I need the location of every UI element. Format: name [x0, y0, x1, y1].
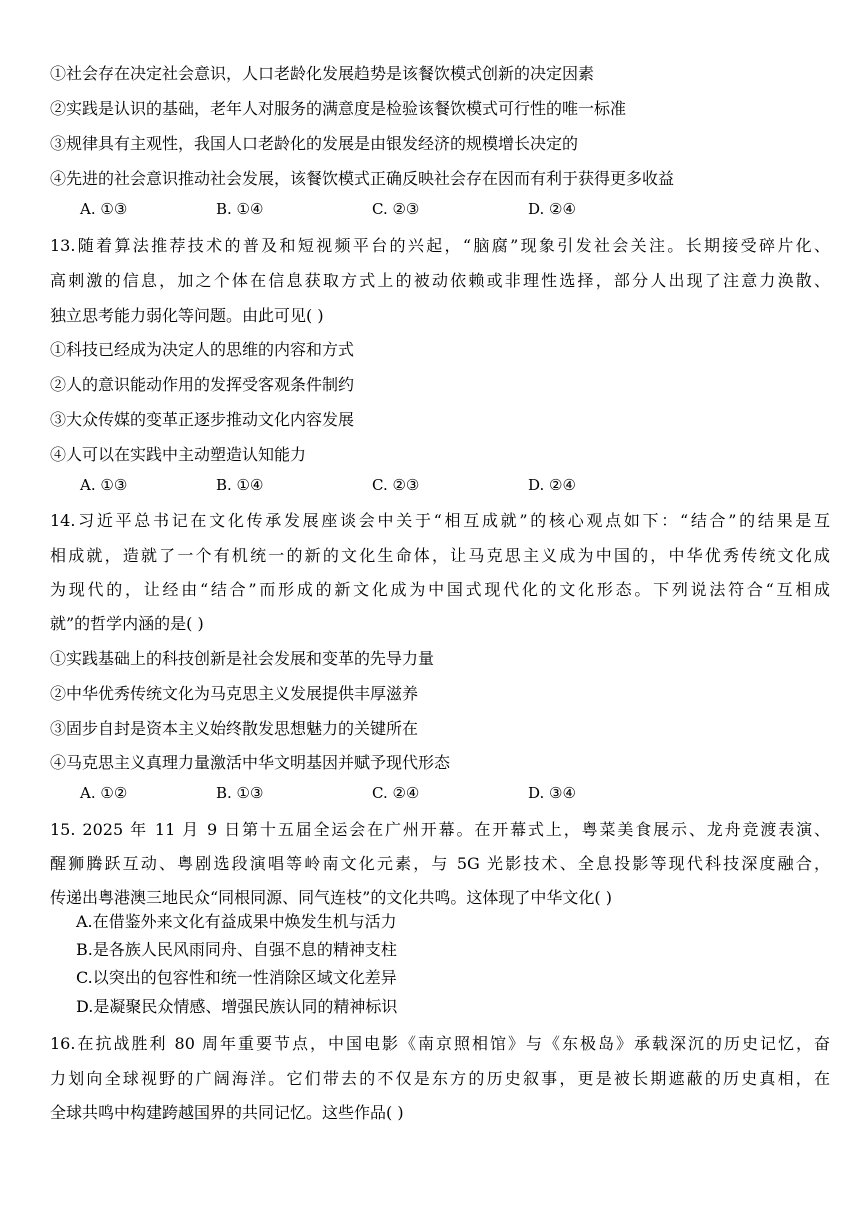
q14-stem-line-1: 14.习近平总书记在文化传承发展座谈会中关于“相互成就”的核心观点如下：“结合”的结果是互 [50, 511, 830, 530]
q14-option-c[interactable]: C. ②④ [372, 784, 420, 802]
q12-statement-1: ①社会存在决定社会意识，人口老龄化发展趋势是该餐饮模式创新的决定因素 [50, 64, 595, 83]
q13-option-b[interactable]: B. ①④ [216, 476, 264, 494]
q14-option-d[interactable]: D. ③④ [528, 784, 576, 802]
q15-choice-a[interactable]: A.在借鉴外来文化有益成果中焕发生机与活力 [76, 912, 397, 931]
q14-option-b[interactable]: B. ①③ [216, 784, 264, 802]
q12-option-d[interactable]: D. ②④ [528, 200, 576, 218]
q13-stem-line-3: 独立思考能力弱化等问题。由此可见( ) [50, 306, 324, 325]
q13-stem-line-2: 高刺激的信息，加之个体在信息获取方式上的被动依赖或非理性选择，部分人出现了注意力涣散、 [50, 271, 830, 290]
q14-statement-1: ①实践基础上的科技创新是社会发展和变革的先导力量 [50, 649, 435, 668]
q14-stem-line-4: 就”的哲学内涵的是( ) [50, 614, 204, 633]
q14-statement-2: ②中华优秀传统文化为马克思主义发展提供丰厚滋养 [50, 684, 419, 703]
q15-choice-d[interactable]: D.是凝聚民众情感、增强民族认同的精神标识 [76, 997, 398, 1016]
q13-statement-4: ④人可以在实践中主动塑造认知能力 [50, 445, 307, 464]
q13-option-a[interactable]: A. ①③ [80, 476, 128, 494]
q16-stem-line-2: 力划向全球视野的广阔海洋。它们带去的不仅是东方的历史叙事，更是被长期遮蔽的历史真相，在 [50, 1069, 830, 1088]
q12-option-b[interactable]: B. ①④ [216, 200, 264, 218]
q15-stem-line-1: 15. 2025 年 11 月 9 日第十五届全运会在广州开幕。在开幕式上，粤菜美食展示、龙舟竞渡表演、 [50, 820, 830, 839]
q14-stem-line-3: 为现代的，让经由“结合”而形成的新文化成为中国式现代化的文化形态。下列说法符合“互相成 [50, 580, 830, 599]
q14-option-a[interactable]: A. ①② [80, 784, 128, 802]
q13-option-c[interactable]: C. ②③ [372, 476, 420, 494]
q16-stem-line-1: 16.在抗战胜利 80 周年重要节点，中国电影《南京照相馆》与《东极岛》承载深沉的历史记忆，奋 [50, 1034, 830, 1053]
q15-stem-line-3: 传递出粤港澳三地民众“同根同源、同气连枝”的文化共鸣。这体现了中华文化( ) [50, 888, 612, 907]
q12-statement-3: ③规律具有主观性，我国人口老龄化的发展是由银发经济的规模增长决定的 [50, 134, 579, 153]
q13-statement-1: ①科技已经成为决定人的思维的内容和方式 [50, 340, 355, 359]
q15-stem-line-2: 醒狮腾跃互动、粤剧选段演唱等岭南文化元素，与 5G 光影技术、全息投影等现代科技深度融合， [50, 854, 830, 873]
q16-stem-line-3: 全球共鸣中构建跨越国界的共同记忆。这些作品( ) [50, 1103, 404, 1122]
q12-statement-2: ②实践是认识的基础，老年人对服务的满意度是检验该餐饮模式可行性的唯一标准 [50, 99, 627, 118]
q14-statement-4: ④马克思主义真理力量激活中华文明基因并赋予现代形态 [50, 753, 451, 772]
q14-stem-line-2: 相成就，造就了一个有机统一的新的文化生命体，让马克思主义成为中国的，中华优秀传统文化成 [50, 546, 830, 565]
q14-statement-3: ③固步自封是资本主义始终散发思想魅力的关键所在 [50, 719, 419, 738]
q12-option-a[interactable]: A. ①③ [80, 200, 128, 218]
q12-option-c[interactable]: C. ②③ [372, 200, 420, 218]
q15-choice-b[interactable]: B.是各族人民风雨同舟、自强不息的精神支柱 [76, 940, 397, 959]
q13-stem-line-1: 13.随着算法推荐技术的普及和短视频平台的兴起，“脑腐”现象引发社会关注。长期接受碎片化、 [50, 236, 830, 255]
q13-statement-2: ②人的意识能动作用的发挥受客观条件制约 [50, 375, 355, 394]
q12-statement-4: ④先进的社会意识推动社会发展，该餐饮模式正确反映社会存在因而有利于获得更多收益 [50, 169, 675, 188]
q13-option-d[interactable]: D. ②④ [528, 476, 576, 494]
q13-statement-3: ③大众传媒的变革正逐步推动文化内容发展 [50, 410, 355, 429]
q15-choice-c[interactable]: C.以突出的包容性和统一性消除区域文化差异 [76, 968, 397, 987]
